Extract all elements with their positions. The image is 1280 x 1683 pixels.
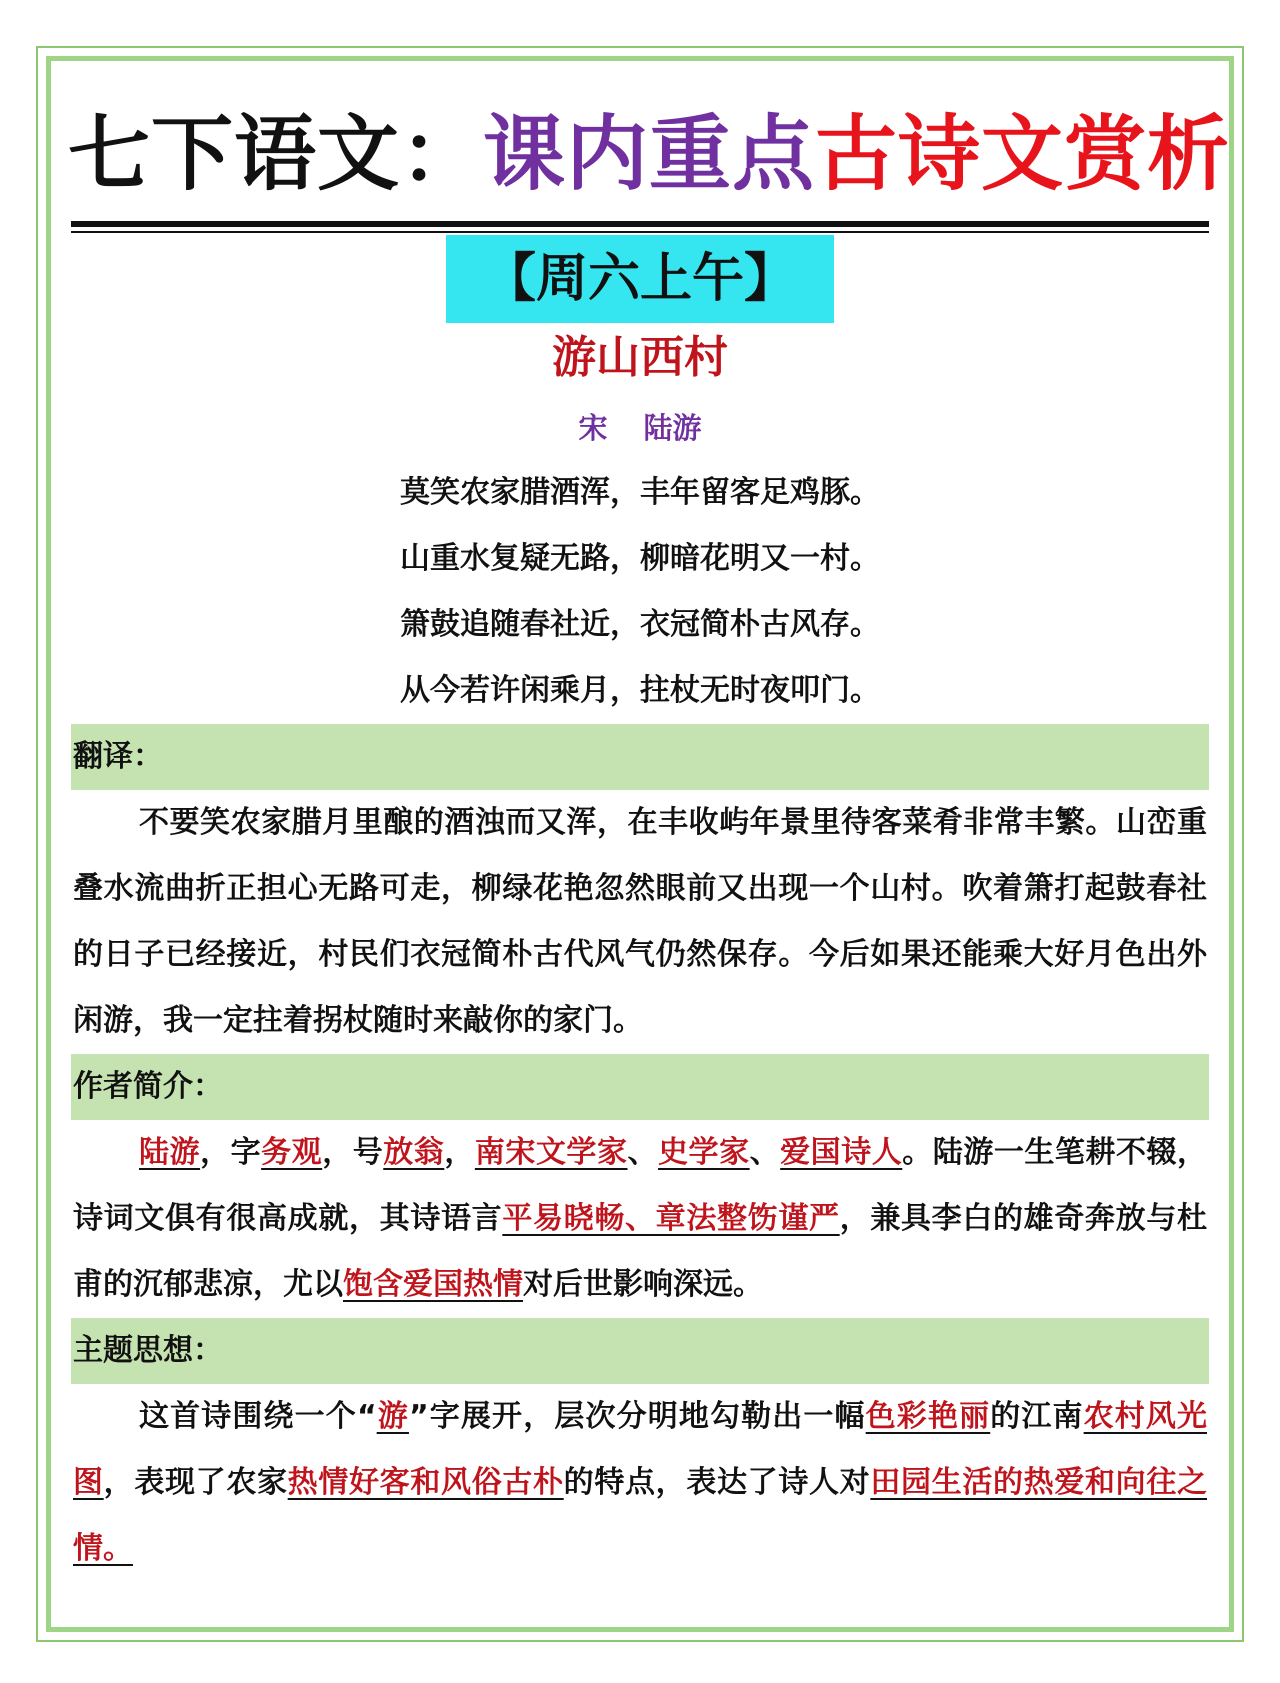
highlighted-keyword: 南宋文学家 (474, 1135, 628, 1170)
highlighted-keyword: 放翁 (383, 1135, 445, 1170)
theme-text (71, 1384, 1209, 1582)
highlighted-keyword: 饱含爱国热情 (343, 1267, 523, 1302)
highlighted-keyword: 田园生活的热爱和向往之情。 (73, 1465, 1208, 1566)
body-text: 、 (749, 1135, 781, 1170)
author-intro-heading: 作者简介： (71, 1054, 1209, 1120)
body-text: ，字 (200, 1135, 262, 1170)
highlighted-keyword: 平易晓畅、章法整饬谨严 (502, 1201, 840, 1236)
body-text: ，兼具李白的雄奇奔放与杜甫的沉郁悲凉，尤以 (73, 1201, 1208, 1302)
body-text: 这首诗围绕一个“ (139, 1399, 377, 1434)
body-text: ， (444, 1135, 475, 1170)
title-mid: 课内重点 (483, 107, 816, 202)
body-text: ”字展开，层次分明地勾勒出一幅 (408, 1399, 866, 1434)
translation-text: 不要笑农家腊月里酿的酒浊而又浑，在丰收屿年景里待客菜肴非常丰繁。山峦重叠水流曲折正担心无路可走，柳绿花艳忽然眼前又出现一个山村。吹着箫打起鼓春社的日子已经接近，村民们衣冠简朴古代风气仍然保存。今后如果还能乘大好月色出外闲游，我一定拄着拐杖随时来敲你的家门。 (73, 805, 1207, 1038)
poem-line: 山重水复疑无路，柳暗花明又一村。 (400, 541, 880, 576)
poem-title: 游山西村 (552, 332, 728, 383)
title-divider-thin (71, 231, 1209, 233)
body-text: ，表现了农家 (103, 1465, 288, 1500)
highlighted-keyword: 农村风光图 (73, 1399, 1208, 1500)
highlighted-keyword: 爱国诗人 (780, 1135, 903, 1170)
highlighted-keyword: 陆游 (139, 1135, 201, 1170)
page-title (68, 105, 1231, 205)
poem-author: 宋 陆游 (578, 411, 702, 445)
body-text: 。陆游一生笔耕不辍，诗词文俱有很高成就，其诗语言 (73, 1135, 1208, 1236)
body-text: 对后世影响深远。 (523, 1267, 763, 1302)
translation-heading: 翻译： (71, 724, 1209, 790)
highlighted-keyword: 游 (376, 1399, 409, 1434)
poem-line: 莫笑农家腊酒浑，丰年留客足鸡豚。 (400, 475, 880, 510)
body-text: 的特点，表达了诗人对 (563, 1465, 871, 1500)
title-prefix: 七下语文： (68, 107, 484, 202)
body-text: ，号 (322, 1135, 384, 1170)
highlighted-keyword: 史学家 (658, 1135, 750, 1170)
theme-heading: 主题思想： (71, 1318, 1209, 1384)
poem-line: 箫鼓追随春社近，衣冠简朴古风存。 (400, 607, 880, 642)
poem-lines (71, 460, 1209, 724)
day-label: 【周六上午】 (446, 235, 834, 323)
title-divider-thick (71, 221, 1209, 227)
title-end: 古诗文赏析 (815, 107, 1231, 202)
highlighted-keyword: 热情好客和风俗古朴 (287, 1465, 564, 1500)
day-label-wrap (71, 235, 1209, 323)
body-text: 、 (627, 1135, 659, 1170)
page-content (68, 60, 1231, 1582)
author-intro-text (71, 1120, 1209, 1318)
poem-line: 从今若许闲乘月，拄杖无时夜叩门。 (400, 673, 880, 708)
highlighted-keyword: 务观 (261, 1135, 323, 1170)
highlighted-keyword: 色彩艳丽 (865, 1399, 991, 1434)
body-text: 的江南 (990, 1399, 1084, 1434)
